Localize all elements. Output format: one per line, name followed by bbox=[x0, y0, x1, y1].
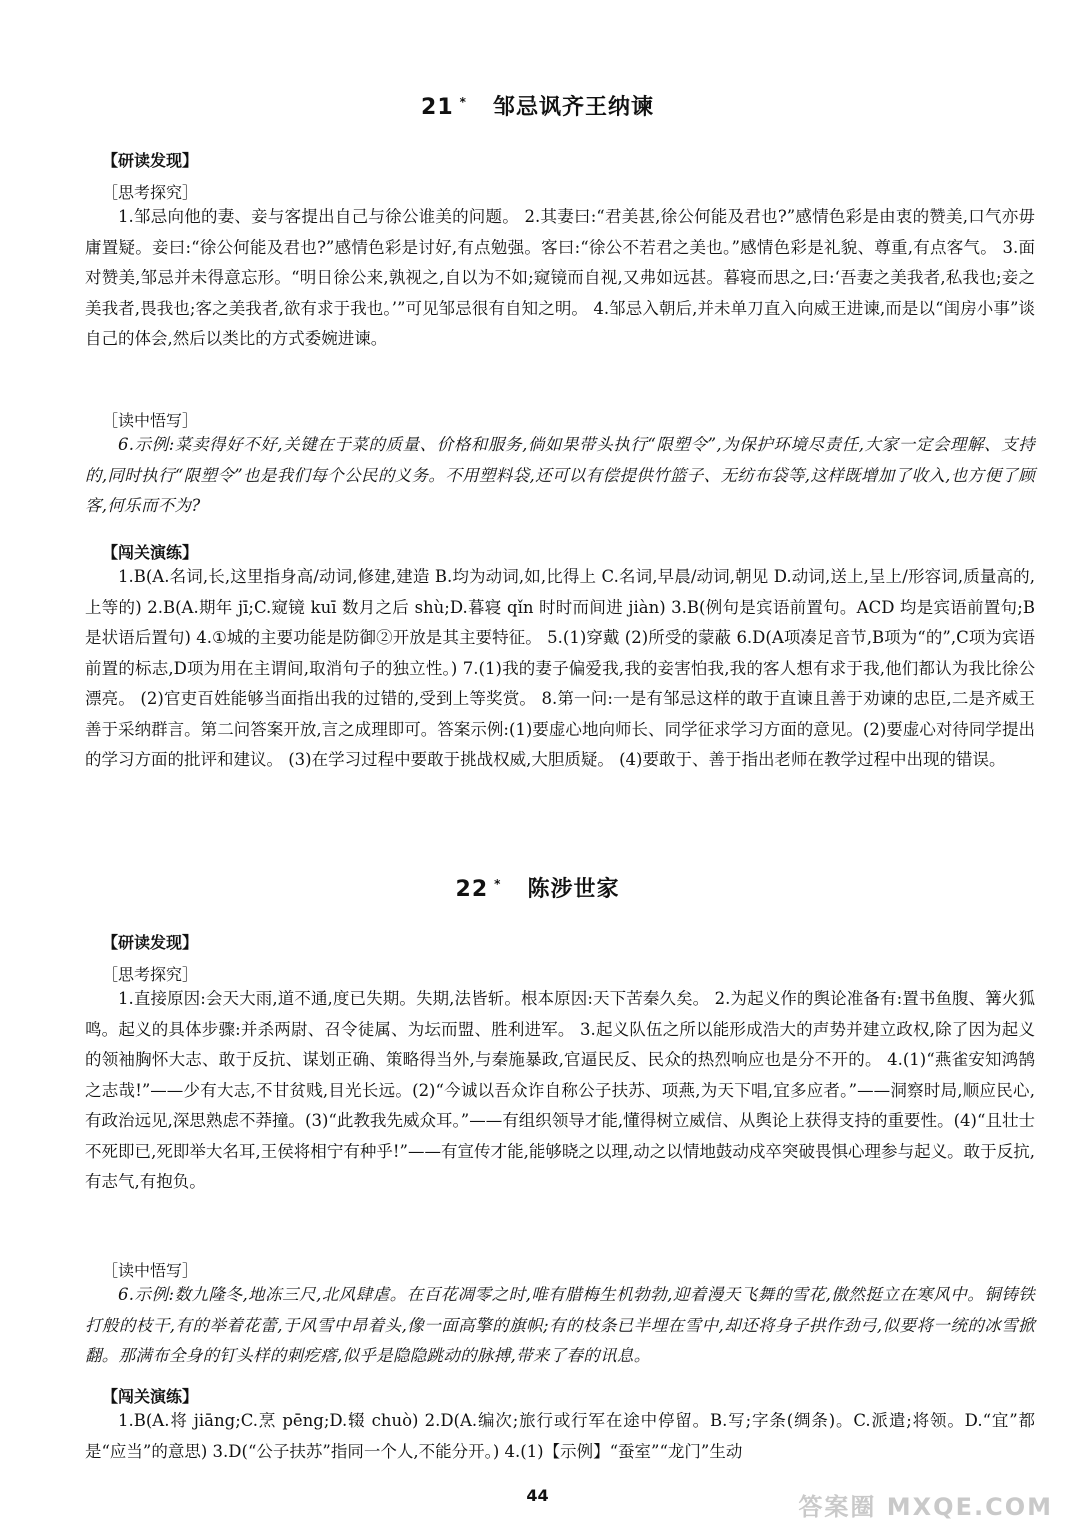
section-21-header-think: ［思考探究］ bbox=[102, 183, 199, 202]
section-22-number: 22 bbox=[455, 877, 489, 902]
section-22-read-paragraph: 6.示例:数九隆冬,地冻三尺,北风肆虐。在百花凋零之时,唯有腊梅生机勃勃,迎着漫天飞舞的雪花,傲然挺立在寒风中。铜铸铁打般的枝干,有的举着花蕾,于风雪中昂着头,像一面高擎的旗帜;有的枝条已半埋在雪中,却还将身子拱作劲弓,似要将一统的冰雪掀翻。那满布全身的钉头样的刺疙瘩,似乎是隐隐跳动的脉搏,带来了春的讯息。 bbox=[85, 1285, 1035, 1365]
page-number: 44 bbox=[526, 1486, 549, 1505]
section-21-mark: * bbox=[459, 94, 467, 109]
section-22-think-paragraph: 1.直接原因:会天大雨,道不通,度已失期。失期,法皆斩。根本原因:天下苦秦久矣。 2.为起义作的舆论准备有:置书鱼腹、篝火狐鸣。起义的具体步骤:并杀两尉、召令徒属、为坛而盟、胜利进军。 3.起义队伍之所以能形成浩大的声势并建立政权,除了因为起义的领袖胸怀大志、敢于反抗、谋划正确、策略得当外,与秦施暴政,官逼民反、民众的热烈响应也是分不开的。 4.(1)“燕雀安知鸿鹄之志哉!”——少有大志,不甘贫贱,目光长远。(2)“今诚以吾众诈自称公子扶苏、项燕,为天下唱,宜多应者。”——洞察时局,顺应民心,有政治远见,深思熟虑不莽撞。(3)“此教我先威众耳。”——有组织领导才能,懂得树立威信、从舆论上获得支持的重要性。(4)“且壮士不死即已,死即举大名耳,王侯将相宁有种乎!”——有宣传才能,能够晓之以理,动之以情地鼓动戍卒突破畏惧心理参与起义。敢于反抗,有志气,有抱负。 bbox=[85, 989, 1035, 1191]
section-21-title-text: 邹忌讽齐王纳谏 bbox=[492, 95, 654, 120]
section-22-title bbox=[0, 872, 1075, 903]
section-22-mark: * bbox=[494, 876, 502, 891]
section-21-number: 21 bbox=[421, 95, 454, 120]
section-21-header-study: 【研读发现】 bbox=[102, 151, 199, 170]
section-22-drill-paragraph: 1.B(A.将 jiāng;C.烹 pēng;D.辍 chuò) 2.D(A.编次;旅行或行军在途中停留。B.写;字条(绸条)。C.派遣;将领。D.“宜”都是“应当”的意思) 3.D(“公子扶苏”指同一个人,不能分开。) 4.(1)【示例】“蚕室”“龙门”生动 bbox=[85, 1411, 1035, 1461]
section-21-read-paragraph: 6.示例:菜卖得好不好,关键在于菜的质量、价格和服务,倘如果带头执行“限塑令”,为保护环境尽责任,大家一定会理解、支持的,同时执行“限塑令”也是我们每个公民的义务。不用塑料袋,还可以有偿提供竹篮子、无纺布袋等,这样既增加了收入,也方便了顾客,何乐而不为? bbox=[85, 435, 1035, 515]
watermark: 答案圈 MXQE.COM bbox=[798, 1493, 1053, 1521]
section-22-header-drill: 【闯关演练】 bbox=[102, 1387, 199, 1406]
section-21-title bbox=[0, 90, 1075, 121]
section-21-think-paragraph: 1.邹忌向他的妻、妾与客提出自己与徐公谁美的问题。 2.其妻曰:“君美甚,徐公何能及君也?”感情色彩是由衷的赞美,口气亦毋庸置疑。妾曰:“徐公何能及君也?”感情色彩是讨好,有点勉强。客曰:“徐公不若君之美也。”感情色彩是礼貌、尊重,有点客气。 3.面对赞美,邹忌并未得意忘形。“明日徐公来,孰视之,自以为不如;窥镜而自视,又弗如远甚。暮寝而思之,曰:‘吾妻之美我者,私我也;妾之美我者,畏我也;客之美我者,欲有求于我也。’”可见邹忌很有自知之明。 4.邹忌入朝后,并未单刀直入向威王进谏,而是以“闺房小事”谈自己的体会,然后以类比的方式委婉进谏。 bbox=[85, 207, 1035, 348]
section-22-header-study: 【研读发现】 bbox=[102, 933, 199, 952]
section-21-drill-paragraph: 1.B(A.名词,长,这里指身高/动词,修建,建造 B.均为动词,如,比得上 C.名词,早晨/动词,朝见 D.动词,送上,呈上/形容词,质量高的,上等的) 2.B(A.期年 jī;C.窥镜 kuī 数月之后 shù;D.暮寝 qǐn 时时而间进 jiàn) 3.B(例句是宾语前置句。ACD 均是宾语前置句;B是状语后置句) 4.①城的主要功能是防御②开放是其主要特征。 5.(1)穿戴 (2)所受的蒙蔽 6.D(A项凑足音节,B项为“的”,C项为宾语前置的标志,D项为用在主谓间,取消句子的独立性。) 7.(1)我的妻子偏爱我,我的妾害怕我,我的客人想有求于我,他们都认为我比徐公漂亮。 (2)官吏百姓能够当面指出我的过错的,受到上等奖赏。 8.第一问:一是有邹忌这样的敢于直谏且善于劝谏的忠臣,二是齐威王善于采纳群言。第二问答案开放,言之成理即可。答案示例:(1)要虚心地向师长、同学征求学习方面的意见。(2)要虚心对待同学提出的学习方面的批评和建议。 (3)在学习过程中要敢于挑战权威,大胆质疑。 (4)要敢于、善于指出老师在教学过程中出现的错误。 bbox=[85, 567, 1035, 769]
section-22-title-text: 陈涉世家 bbox=[527, 877, 620, 902]
section-21-header-read: ［读中悟写］ bbox=[102, 411, 199, 430]
section-22-header-think: ［思考探究］ bbox=[102, 965, 199, 984]
section-22-header-read: ［读中悟写］ bbox=[102, 1261, 199, 1280]
section-21-header-drill: 【闯关演练】 bbox=[102, 543, 199, 562]
